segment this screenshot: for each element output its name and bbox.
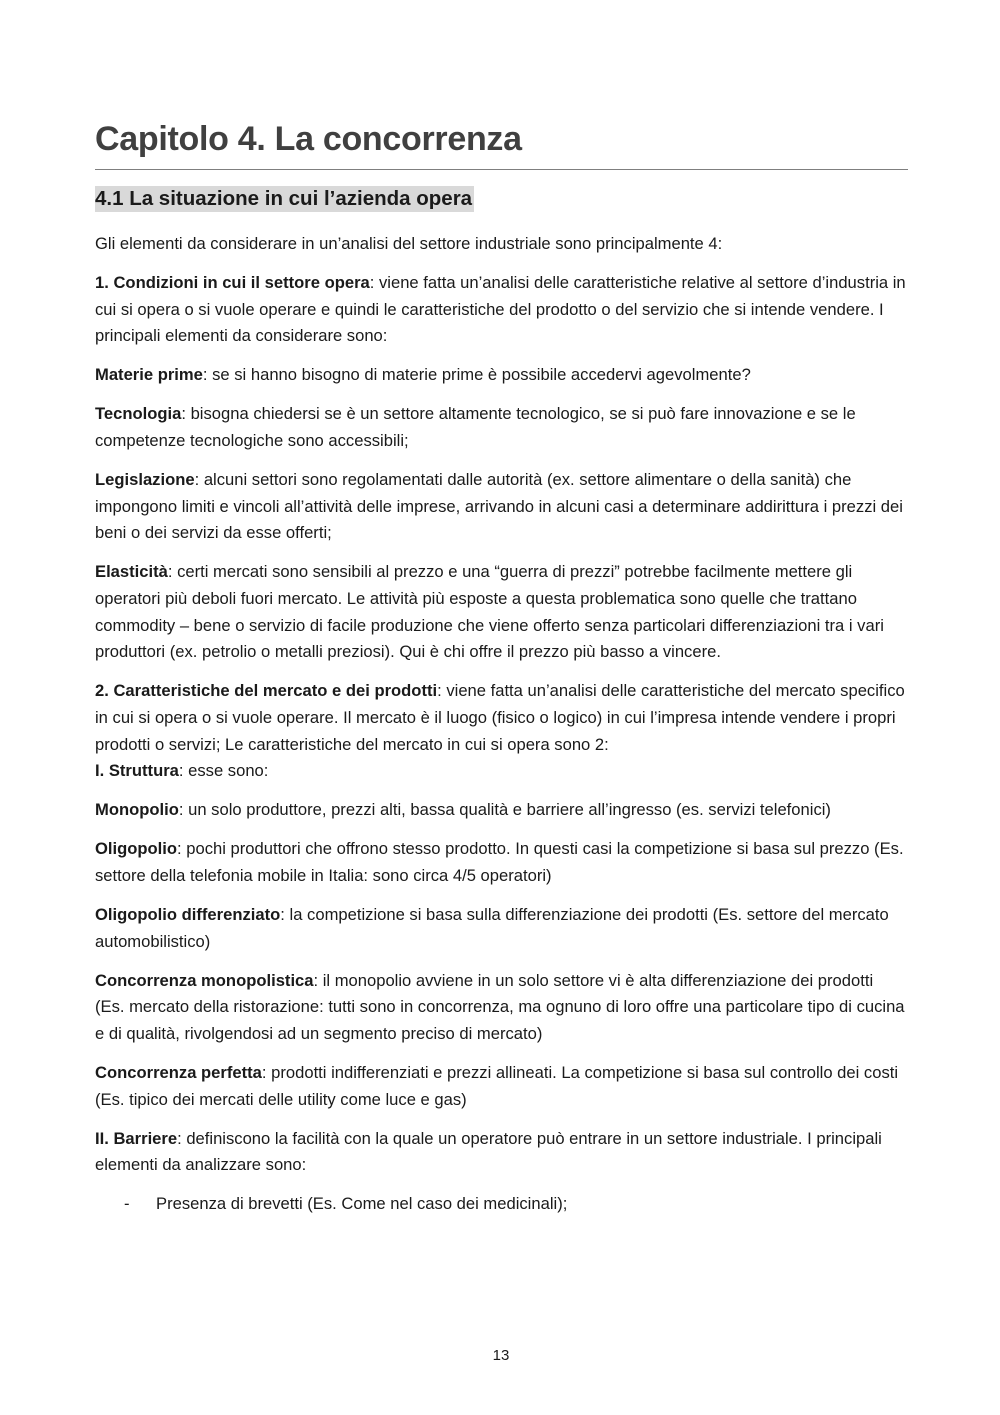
paragraph-caratteristiche <box>95 678 907 758</box>
paragraph-tecnologia <box>95 401 907 454</box>
term-concorrenza-monopolistica: Concorrenza monopolistica <box>95 970 314 990</box>
term-struttura: I. Struttura <box>95 761 179 781</box>
section-title: 4.1 La situazione in cui l’azienda opera <box>95 187 473 210</box>
text-barriere: : definiscono la facilità con la quale un operatore può entrare in un settore industriale. I principali elementi da analizzare sono: <box>95 1128 882 1175</box>
text-oligopolio-differenziato: : la competizione si basa sulla differenziazione dei prodotti (Es. settore del mercato automobilistico) <box>95 904 889 951</box>
paragraph-concorrenza-perfetta <box>95 1060 907 1113</box>
text-materie-prime: : se si hanno bisogno di materie prime è possibile accedervi agevolmente? <box>202 365 751 385</box>
paragraph-elasticita <box>95 559 907 665</box>
document-body <box>95 231 907 1230</box>
intro-text: Gli elementi da considerare in un’analisi del settore industriale sono principalmente 4: <box>95 234 723 253</box>
list-item <box>95 1191 907 1218</box>
text-struttura: : esse sono: <box>178 761 269 781</box>
term-materie-prime: Materie prime <box>95 365 203 385</box>
paragraph-struttura <box>95 758 907 785</box>
text-legislazione: : alcuni settori sono regolamentati dalle autorità (ex. settore alimentare o della sanità) che impongono limiti e vincoli all’attività delle imprese, arrivando in alcuni casi a determinare addirittura i prezzi dei beni o dei servizi da esse offerti; <box>95 470 903 543</box>
paragraph-oligopolio-differenziato <box>95 902 907 955</box>
term-elasticita: Elasticità <box>95 562 168 582</box>
term-concorrenza-perfetta: Concorrenza perfetta <box>95 1062 262 1082</box>
term-legislazione: Legislazione <box>95 470 195 490</box>
term-caratteristiche: 2. Caratteristiche del mercato e dei prodotti <box>95 681 438 701</box>
paragraph-barriere <box>95 1126 907 1179</box>
text-concorrenza-perfetta: : prodotti indifferenziati e prezzi allineati. La competizione si basa sul controllo dei costi (Es. tipico dei mercati delle utility come luce e gas) <box>95 1062 899 1109</box>
text-condizioni: : viene fatta un’analisi delle caratteristiche relative al settore d’industria in cui si opera o si vuole operare e quindi le caratteristiche del prodotto o del servizio che si intende vendere. I principali elementi da considerare sono: <box>95 273 906 346</box>
intro-paragraph <box>95 231 907 258</box>
list-item-text: Presenza di brevetti (Es. Come nel caso dei medicinali); <box>156 1194 568 1214</box>
term-oligopolio: Oligopolio <box>95 839 178 859</box>
text-tecnologia: : bisogna chiedersi se è un settore altamente tecnologico, se si può fare innovazione e se le competenze tecnologiche sono accessibili; <box>95 404 856 451</box>
term-tecnologia: Tecnologia <box>95 404 182 424</box>
text-monopolio: : un solo produttore, prezzi alti, bassa qualità e barriere all’ingresso (es. servizi telefonici) <box>178 800 831 820</box>
list-bullet-dash: - <box>124 1194 130 1214</box>
chapter-title: Capitolo 4. La concorrenza <box>95 120 522 158</box>
paragraph-legislazione <box>95 467 907 547</box>
term-monopolio: Monopolio <box>95 800 179 820</box>
text-caratteristiche: : viene fatta un’analisi delle caratteristiche del mercato specifico in cui si opera o si vuole operare. Il mercato è il luogo (fisico o logico) in cui l’impresa intende vendere i propri prodotti o servizi; Le caratteristiche del mercato in cui si opera sono 2: <box>95 681 905 754</box>
text-elasticita: : certi mercati sono sensibili al prezzo e una “guerra di prezzi” potrebbe facilmente mettere gli operatori più deboli fuori mercato. Le attività più esposte a questa problematica sono quelle che trattano commodity – bene o servizio di facile produzione che viene offerto senza particolari differenziazioni tra i vari produttori (ex. petrolio o metalli preziosi). Qui è chi offre il prezzo più basso a vincere. <box>95 562 884 662</box>
paragraph-oligopolio <box>95 836 907 889</box>
term-condizioni: 1. Condizioni in cui il settore opera <box>95 273 370 293</box>
paragraph-materie-prime <box>95 362 907 389</box>
term-barriere: II. Barriere <box>95 1128 178 1148</box>
term-oligopolio-differenziato: Oligopolio differenziato <box>95 904 281 924</box>
chapter-divider <box>95 169 908 170</box>
paragraph-concorrenza-monopolistica <box>95 968 907 1048</box>
paragraph-condizioni <box>95 270 907 350</box>
text-oligopolio: : pochi produttori che offrono stesso prodotto. In questi casi la competizione si basa sul prezzo (Es. settore della telefonia mobile in Italia: sono circa 4/5 operatori) <box>95 839 904 885</box>
text-concorrenza-monopolistica: : il monopolio avviene in un solo settore vi è alta differenziazione dei prodotti (Es. mercato della ristorazione: tutti sono in concorrenza, ma ognuno di loro offre una particolare tipo di cucina e di qualità, rivolgendosi ad un segmento preciso di mercato) <box>95 970 905 1043</box>
page-number: 13 <box>492 1347 510 1364</box>
paragraph-monopolio <box>95 797 907 824</box>
